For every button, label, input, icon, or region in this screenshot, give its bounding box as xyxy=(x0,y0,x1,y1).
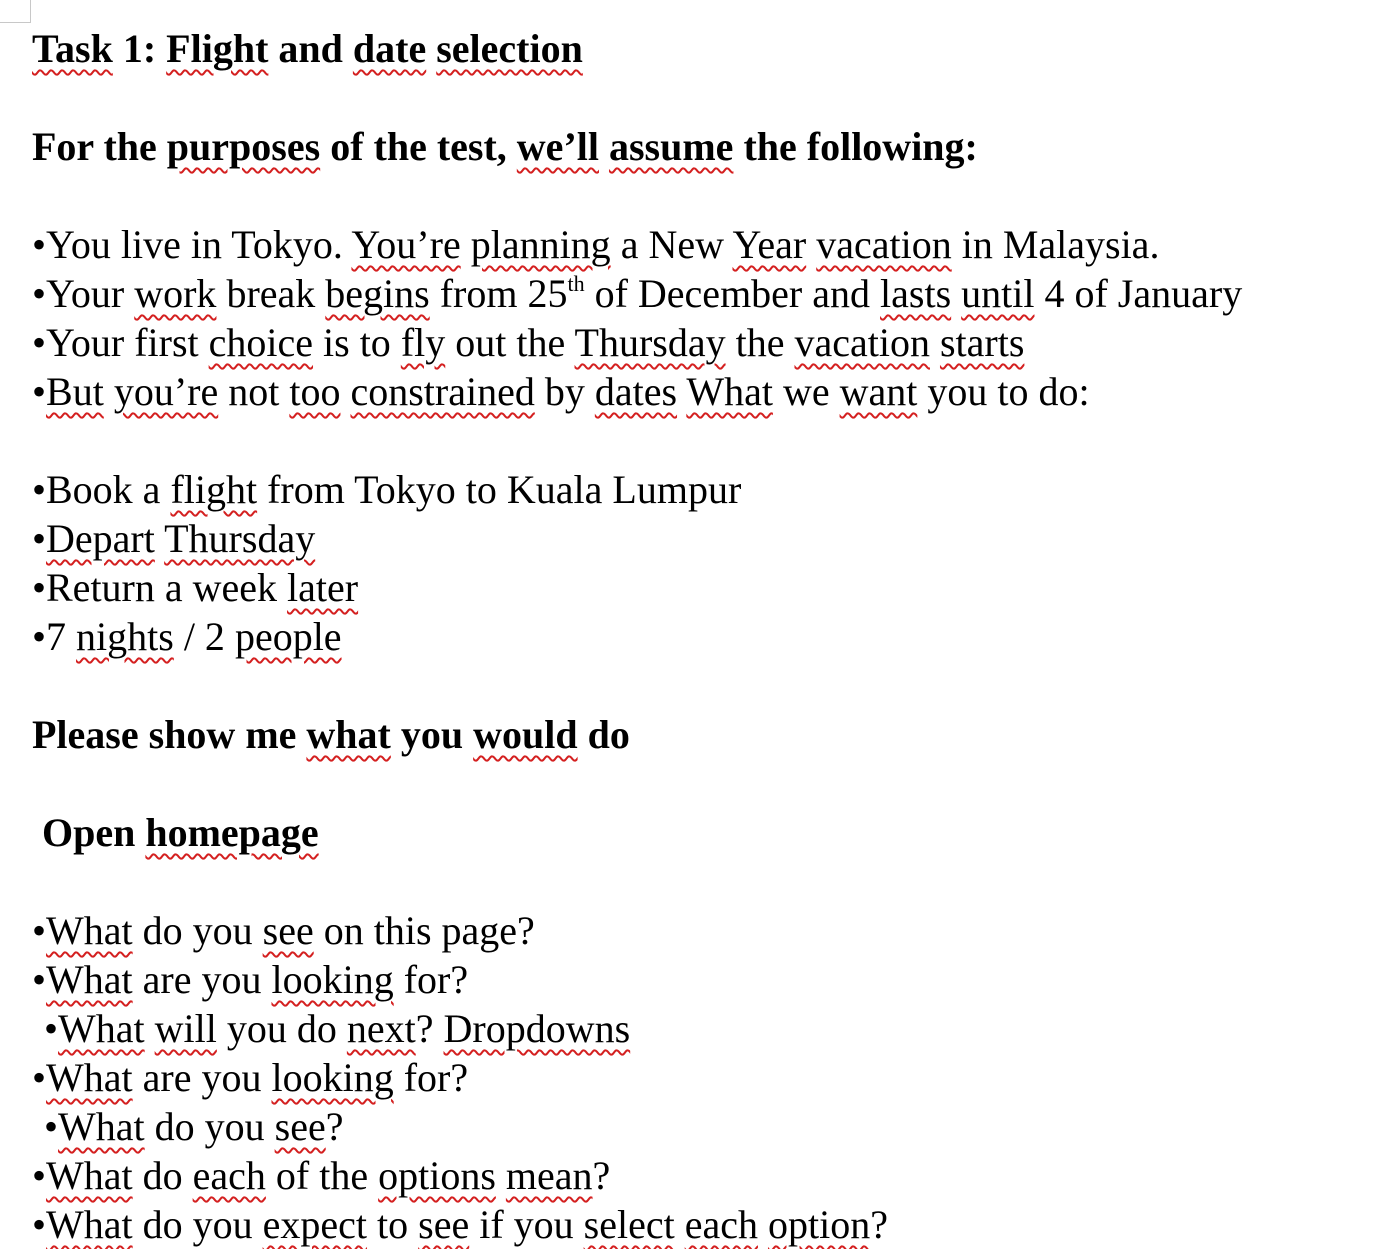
assumption-item-1: •You live in Tokyo. You’re planning a New Year vacation in Malaysia. xyxy=(32,222,1160,267)
instruction-text: Please show me what you would do xyxy=(32,712,630,757)
question-item-7: •What do you expect to see if you select each option? xyxy=(32,1202,888,1247)
step-heading: Open homepage xyxy=(42,810,319,855)
task-item-4: •7 nights / 2 people xyxy=(32,614,342,659)
page-corner-marker xyxy=(0,0,31,23)
blank-line xyxy=(32,73,1372,122)
task-title: Task 1: Flight and date selection xyxy=(32,26,583,71)
question-item-5: •What do you see? xyxy=(44,1104,344,1149)
blank-line xyxy=(32,416,1372,465)
assumption-item-4: •But you’re not too constrained by dates What we want you to do: xyxy=(32,369,1090,414)
blank-line xyxy=(32,661,1372,710)
task-item-3: •Return a week later xyxy=(32,565,359,610)
assumption-item-3: •Your first choice is to fly out the Thursday the vacation starts xyxy=(32,320,1025,365)
task-item-1: •Book a flight from Tokyo to Kuala Lumpur xyxy=(32,467,742,512)
question-item-1: •What do you see on this page? xyxy=(32,908,535,953)
blank-line xyxy=(32,759,1372,808)
assumption-item-2: •Your work break begins from 25th of December and lasts until 4 of January xyxy=(32,271,1243,316)
question-item-6: •What do each of the options mean? xyxy=(32,1153,611,1198)
question-item-2: •What are you looking for? xyxy=(32,957,469,1002)
blank-line xyxy=(32,857,1372,906)
question-item-4: •What are you looking for? xyxy=(32,1055,469,1100)
question-item-3: •What will you do next? Dropdowns xyxy=(44,1006,631,1051)
blank-line xyxy=(32,171,1372,220)
document-body[interactable] xyxy=(32,24,1372,1249)
assumption-heading: For the purposes of the test, we’ll assume the following: xyxy=(32,124,978,169)
task-item-2: •Depart Thursday xyxy=(32,516,316,561)
